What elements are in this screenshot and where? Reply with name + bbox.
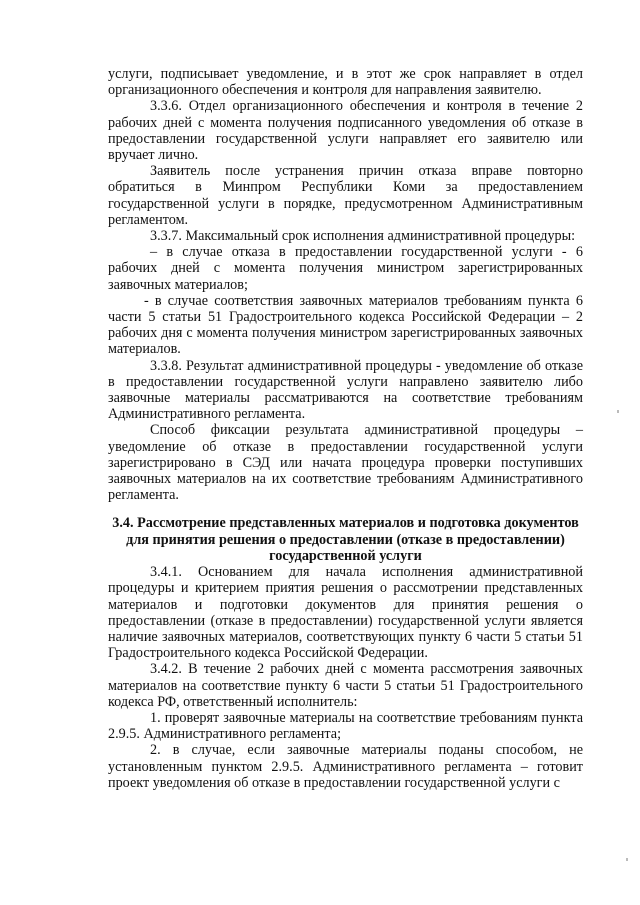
paragraph-reapply: Заявитель после устранения причин отказа вправе повторно обратиться в Минпром Республики Коми за предоставлением государственной услуги в порядке, предусмотренном Административным регламентом. (108, 163, 583, 228)
paragraph-fixation-method: Способ фиксации результата административной процедуры – уведомление об отказе в предоставлении государственной услуги зарегистрировано в СЭД или начата процедура проверки поступивших заявочных материалов на их соответствие требованиям Административного регламента. (108, 422, 583, 504)
section-heading-3-4: 3.4. Рассмотрение представленных материалов и подготовка документов для принятия решения о предоставлении (отказе в предоставлении) государственной услуги (112, 515, 579, 564)
paragraph-continuation: услуги, подписывает уведомление, и в этот же срок направляет в отдел организационного обеспечения и контроля для направления заявителю. (108, 66, 583, 99)
list-item-1: 1. проверят заявочные материалы на соответствие требованиям пункта 2.9.5. Административного регламента; (108, 709, 583, 743)
scan-speck (626, 858, 628, 861)
paragraph-3-3-8: 3.3.8. Результат административной процедуры - уведомление об отказе в предоставлении государственной услуги направлено заявителю либо заявочные материалы рассматриваются на соответствие требованиям Административного регламента. (108, 357, 583, 423)
paragraph-3-4-1: 3.4.1. Основанием для начала исполнения административной процедуры и критерием приятия решения о рассмотрении представленных материалов и подготовки документов для принятия решения о предоставлении (отказе в предоставлении) государственной услуги является наличие заявочных материалов, соответствующих пункту 6 части 5 статьи 51 Градостроительного кодекса Российской Федерации. (108, 564, 583, 662)
scan-speck (617, 410, 619, 413)
document-body (108, 66, 583, 791)
paragraph-3-3-7: 3.3.7. Максимальный срок исполнения административной процедуры: (150, 228, 576, 245)
paragraph-3-3-6: 3.3.6. Отдел организационного обеспечения и контроля в течение 2 рабочих дней с момента получения подписанного уведомления об отказе в предоставлении государственной услуги направляет его заявителю или вручает лично. (108, 98, 583, 164)
list-item-refusal-term: – в случае отказа в предоставлении государственной услуги - 6 рабочих дней с момента получения министром зарегистрированных заявочных материалов; (108, 244, 583, 293)
list-item-compliance-term: - в случае соответствия заявочных материалов требованиям пункта 6 части 5 статьи 51 Градостроительного кодекса Российской Федерации – 2 рабочих дня с момента получения министром зарегистрированных заявочных материалов. (108, 292, 583, 358)
list-item-2: 2. в случае, если заявочные материалы поданы способом, не установленным пунктом 2.9.5. Административного регламента – готовит проект уведомления об отказе в предоставлении государственной услуги с (108, 742, 583, 791)
paragraph-3-4-2: 3.4.2. В течение 2 рабочих дней с момента рассмотрения заявочных материалов на соответствие пункту 6 части 5 статьи 51 Градостроительного кодекса РФ, ответственный исполнитель: (108, 661, 583, 710)
